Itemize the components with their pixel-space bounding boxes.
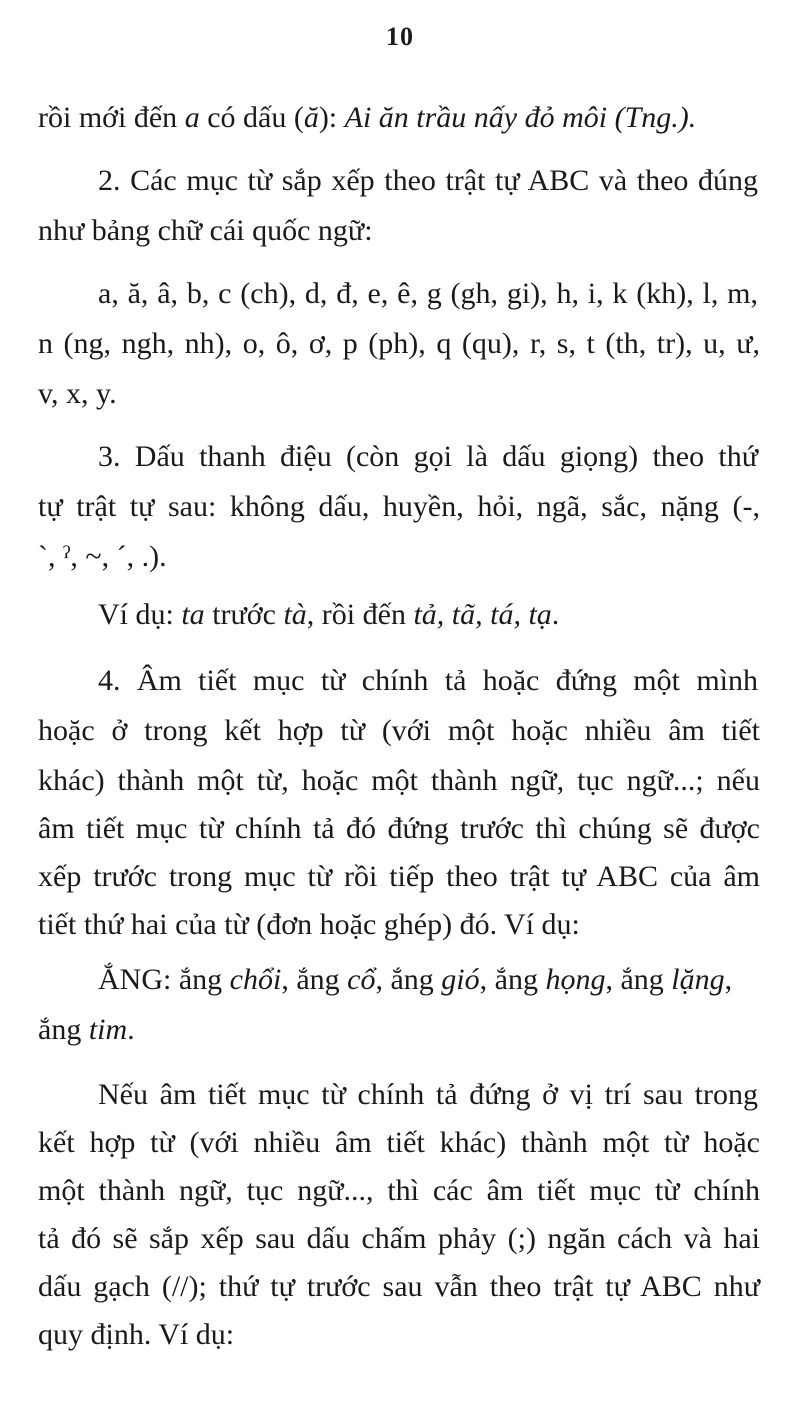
text-line-5: n (ng, ngh, nh), o, ô, ơ, p (ph), q (qu), r, s, t (th, tr), u, ư, bbox=[38, 327, 760, 360]
text-line-15: xếp trước trong mục từ rồi tiếp theo trật tự ABC của âm bbox=[38, 860, 760, 893]
text-line-21: một thành ngữ, tục ngữ..., thì các âm tiết mục từ chính bbox=[38, 1174, 760, 1207]
text-span: , ắng bbox=[605, 963, 672, 996]
text-line-24: quy định. Ví dụ: bbox=[38, 1318, 235, 1351]
text-line-4: a, ă, â, b, c (ch), d, đ, e, ê, g (gh, gi), h, i, k (kh), l, m, bbox=[98, 277, 758, 310]
text-span: , ắng bbox=[375, 963, 442, 996]
page-number: 10 bbox=[386, 22, 414, 51]
text-span: , ắng bbox=[479, 963, 546, 996]
text-line-13: khác) thành một từ, hoặc một thành ngữ, tục ngữ...; nếu bbox=[38, 764, 760, 797]
text-line-9: ˋ, ˀ, ~, ˊ, .). bbox=[38, 540, 167, 573]
text-line-12: hoặc ở trong kết hợp từ (với một hoặc nhiều âm tiết bbox=[38, 714, 760, 747]
text-line-20: kết hợp từ (với nhiều âm tiết khác) thành một từ hoặc bbox=[38, 1126, 760, 1159]
italic-span: tả, tã, tá, tạ bbox=[413, 598, 552, 631]
italic-span: ă bbox=[303, 101, 319, 134]
text-line-1 bbox=[38, 100, 696, 136]
italic-span: cổ bbox=[347, 963, 376, 996]
text-line-18 bbox=[38, 1012, 135, 1048]
text-span: ): bbox=[318, 101, 345, 134]
text-line-11: 4. Âm tiết mục từ chính tả hoặc đứng một mình bbox=[98, 664, 758, 697]
text-line-8: tự trật tự sau: không dấu, huyền, hỏi, ngã, sắc, nặng (-, bbox=[38, 490, 760, 523]
text-line-6: v, x, y. bbox=[38, 377, 117, 410]
text-span: , rồi đến bbox=[306, 598, 414, 631]
text-span: , ắng bbox=[281, 963, 348, 996]
text-span: có dấu ( bbox=[199, 101, 304, 134]
text-span: Ví dụ: bbox=[98, 598, 182, 631]
text-line-22: tả đó sẽ sắp xếp sau dấu chấm phảy (;) ngăn cách và hai bbox=[38, 1222, 760, 1255]
text-line-7: 3. Dấu thanh điệu (còn gọi là dấu giọng) theo thứ bbox=[98, 440, 758, 473]
italic-span: họng bbox=[545, 963, 606, 996]
italic-span: chổi bbox=[229, 963, 282, 996]
text-line-14: âm tiết mục từ chính tả đó đứng trước thì chúng sẽ được bbox=[38, 812, 760, 845]
text-line-3: như bảng chữ cái quốc ngữ: bbox=[38, 214, 373, 247]
italic-span: lặng bbox=[671, 963, 725, 996]
text-span: ẮNG: ắng bbox=[98, 963, 230, 996]
text-span: trước bbox=[204, 598, 284, 631]
text-span: . bbox=[551, 598, 560, 631]
text-line-17 bbox=[98, 962, 732, 998]
italic-span: tim bbox=[88, 1013, 128, 1046]
italic-span: ta bbox=[181, 598, 205, 631]
italic-span: Ai ăn trầu nấy đỏ môi (Tng.). bbox=[344, 101, 697, 134]
italic-span: gió bbox=[441, 963, 480, 996]
text-line-16: tiết thứ hai của từ (đơn hoặc ghép) đó. Ví dụ: bbox=[38, 908, 580, 941]
text-line-10 bbox=[98, 597, 559, 633]
text-line-23: dấu gạch (//); thứ tự trước sau vẫn theo trật tự ABC như bbox=[38, 1270, 760, 1303]
text-span: ắng bbox=[38, 1013, 89, 1046]
text-line-2: 2. Các mục từ sắp xếp theo trật tự ABC và theo đúng bbox=[98, 164, 758, 197]
text-span: , bbox=[724, 963, 733, 996]
text-span: . bbox=[127, 1013, 135, 1046]
text-line-19: Nếu âm tiết mục từ chính tả đứng ở vị trí sau trong bbox=[98, 1078, 758, 1111]
italic-span: a bbox=[184, 101, 200, 134]
text-span: rồi mới đến bbox=[38, 101, 185, 134]
italic-span: tà bbox=[283, 598, 307, 631]
